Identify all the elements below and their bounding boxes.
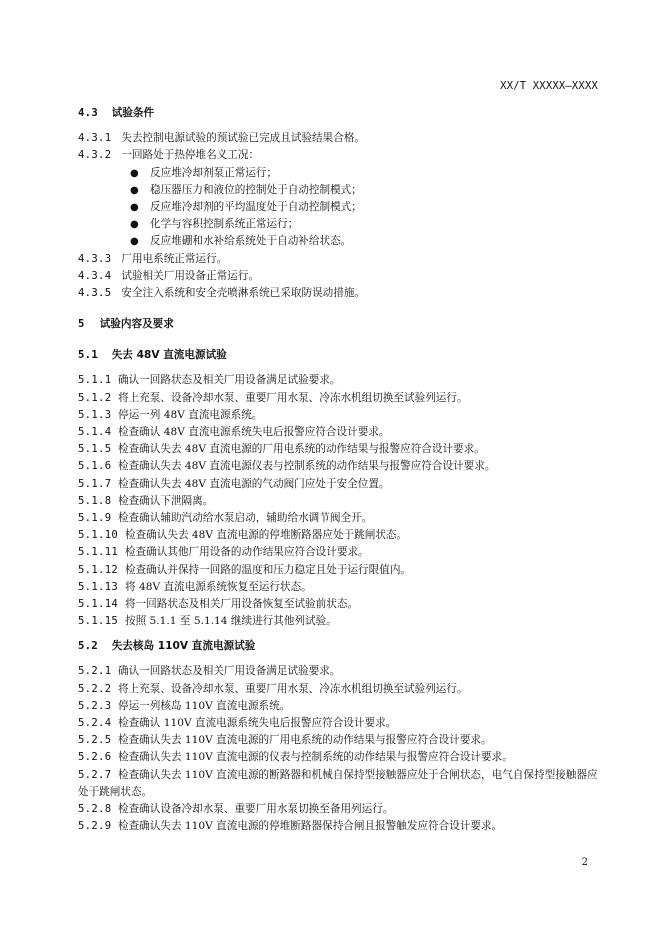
document-code-header: XX/T XXXXX—XXXX [500,80,598,92]
bullet-item [78,182,608,199]
clause-5-2-2 [78,681,608,698]
clause-number: 5.2.6 [78,751,112,764]
clause-number: 5.2.1 [78,665,112,678]
clause-number: 5.2.4 [78,717,112,729]
clause-text: 检查确认其他厂用设备的动作结果应符合设计要求。 [125,546,369,559]
section-heading-5-1 [78,347,608,364]
clause-text: 检查确认失去 110V 直流电源的仪表与控制系统的动作结果与报警应符合设计要求。 [118,751,513,764]
clause-text: 检查确认 110V 直流电源系统失电后报警应符合设计要求。 [118,717,397,729]
page-number: 2 [581,857,588,868]
clause-text: 将上充泵、设备冷却水泵、重要厂用水泵、冷冻水机组切换至试验列运行。 [118,391,468,404]
section-title: 失去核岛 110V 直流电源试验 [111,640,256,653]
clause-text: 按照 5.1.1 至 5.1.14 继续进行其他列试验。 [125,615,337,628]
clause-5-1-9 [78,510,608,527]
clause-number: 4.3.5 [78,286,112,299]
section-number: 5.2 [78,640,99,653]
clause-5-1-6 [78,458,608,475]
clause-5-2-6 [78,749,608,766]
bullet-item [78,199,608,216]
clause-5-1-4 [78,424,608,441]
clause-5-2-8 [78,801,608,818]
clause-4-3-1 [78,130,608,147]
bullet-text: 稳压器压力和液位的控制处于自动控制模式； [150,183,362,196]
clause-text: 检查确认失去 48V 直流电源的厂用电系统的动作结果与报警应符合设计要求。 [118,443,485,456]
clause-text: 检查确认失去 110V 直流电源的断路器和机械自保持型接触器应处于合闸状态，电气自保持型接触器应处于跳闸状态。 [78,768,598,798]
clause-text: 检查确认失去 48V 直流电源的气动阀门应处于安全位置。 [118,477,390,490]
clause-number: 5.2.8 [78,802,112,815]
bullet-dot-icon: ● [130,219,139,231]
bullet-text: 反应堆硼和水补给系统处于自动补给状态。 [150,235,352,248]
document-body [78,105,608,835]
clause-number: 5.1.9 [78,511,112,524]
section-number: 5.1 [78,349,99,362]
clause-text: 检查确认失去 48V 直流电源的停堆断路器应处于跳闸状态。 [125,529,408,542]
clause-number: 5.1.7 [78,477,112,490]
clause-4-3-2 [78,147,608,164]
clause-number: 5.2.7 [78,768,112,781]
clause-number: 5.2.2 [78,682,112,695]
clause-5-1-2 [78,390,608,407]
clause-number: 5.2.5 [78,734,112,747]
clause-number: 4.3.2 [78,149,112,162]
bullet-dot-icon: ● [130,201,139,213]
clause-number: 5.1.4 [78,426,112,438]
clause-number: 5.1.1 [78,374,112,387]
clause-5-1-7 [78,476,608,493]
clause-text: 检查确认失去 110V 直流电源的停堆断路器保持合闸且报警触发应符合设计要求。 [118,820,503,833]
clause-5-1-11 [78,544,608,561]
clause-5-2-9 [78,818,608,835]
clause-text: 厂用电系统正常运行。 [121,252,228,265]
clause-text: 检查确认失去 48V 直流电源仪表与控制系统的动作结果与报警应符合设计要求。 [118,460,496,473]
clause-5-1-13 [78,579,608,596]
bullet-item [78,165,608,182]
section-heading-5 [78,316,608,333]
clause-text: 停运一列核岛 110V 直流电源系统。 [118,699,291,712]
bullet-text: 反应堆冷却剂泵正常运行； [150,166,278,179]
clause-number: 5.1.2 [78,391,112,404]
clause-text: 将上充泵、设备冷却水泵、重要厂用水泵、冷冻水机组切换至试验列运行。 [118,682,468,695]
clause-text: 检查确认设备冷却水泵、重要厂用水泵切换至备用列运行。 [118,802,394,815]
clause-number: 4.3.3 [78,252,112,265]
section-title: 失去 48V 直流电源试验 [111,349,227,362]
clause-text: 检查确认 48V 直流电源系统失电后报警应符合设计要求。 [118,426,390,438]
bullet-item [78,216,608,233]
clause-5-1-1 [78,372,608,389]
clause-number: 5.1.6 [78,460,112,473]
clause-number: 5.1.13 [78,580,119,593]
clause-number: 5.2.3 [78,699,112,712]
clause-number: 4.3.1 [78,132,112,145]
clause-5-1-3 [78,407,608,424]
bullet-item [78,233,608,250]
clause-number: 5.1.3 [78,408,112,421]
clause-5-2-7 [78,767,608,801]
clause-text: 确认一回路状态及相关厂用设备满足试验要求。 [118,665,341,678]
section-title: 试验内容及要求 [99,318,174,331]
clause-text: 确认一回路状态及相关厂用设备满足试验要求。 [118,374,341,387]
clause-number: 5.1.14 [78,597,119,610]
section-title: 试验条件 [111,107,155,119]
clause-text: 试验相关厂用设备正常运行。 [121,269,260,282]
clause-5-1-12 [78,562,608,579]
clause-number: 4.3.4 [78,269,112,282]
clause-text: 检查确认下泄隔离。 [118,494,214,507]
bullet-text: 化学与容积控制系统正常运行； [150,218,299,231]
clause-4-3-5 [78,285,608,302]
clause-text: 停运一列 48V 直流电源系统。 [118,408,263,421]
bullet-dot-icon: ● [130,167,139,179]
clause-text: 将一回路状态及相关厂用设备恢复至试验前状态。 [125,597,359,610]
clause-text: 安全注入系统和安全壳喷淋系统已采取防误动措施。 [121,286,366,299]
clause-number: 5.1.5 [78,443,112,456]
clause-number: 5.1.12 [78,563,119,576]
clause-text: 检查确认并保持一回路的温度和压力稳定且处于运行限值内。 [125,563,412,576]
clause-text: 将 48V 直流电源系统恢复至运行状态。 [125,580,312,593]
clause-5-1-14 [78,596,608,613]
clause-5-1-8 [78,493,608,510]
clause-5-2-1 [78,663,608,680]
clause-5-2-5 [78,732,608,749]
bullet-text: 反应堆冷却剂的平均温度处于自动控制模式； [150,200,362,213]
clause-5-2-4 [78,715,608,732]
clause-number: 5.1.15 [78,615,119,628]
clause-5-1-5 [78,441,608,458]
clause-number: 5.1.8 [78,494,112,507]
section-heading-5-2 [78,638,608,655]
clause-5-2-3 [78,698,608,715]
clause-number: 5.2.9 [78,820,112,833]
clause-5-1-15 [78,613,608,630]
clause-4-3-4 [78,268,608,285]
clause-text: 失去控制电源试验的预试验已完成且试验结果合格。 [121,132,366,145]
clause-number: 5.1.10 [78,529,119,542]
clause-5-1-10 [78,527,608,544]
clause-text: 检查确认失去 110V 直流电源的厂用电系统的动作结果与报警应符合设计要求。 [118,734,492,747]
section-number: 4.3 [78,107,99,119]
section-number: 5 [78,318,85,331]
bullet-dot-icon: ● [130,236,139,248]
clause-text: 一回路处于热停堆名义工况： [121,149,260,162]
clause-4-3-3 [78,251,608,268]
section-heading-4-3 [78,105,608,122]
clause-number: 5.1.11 [78,546,119,559]
clause-text: 检查确认辅助汽动给水泵启动，辅助给水调节阀全开。 [118,511,373,524]
bullet-dot-icon: ● [130,184,139,196]
